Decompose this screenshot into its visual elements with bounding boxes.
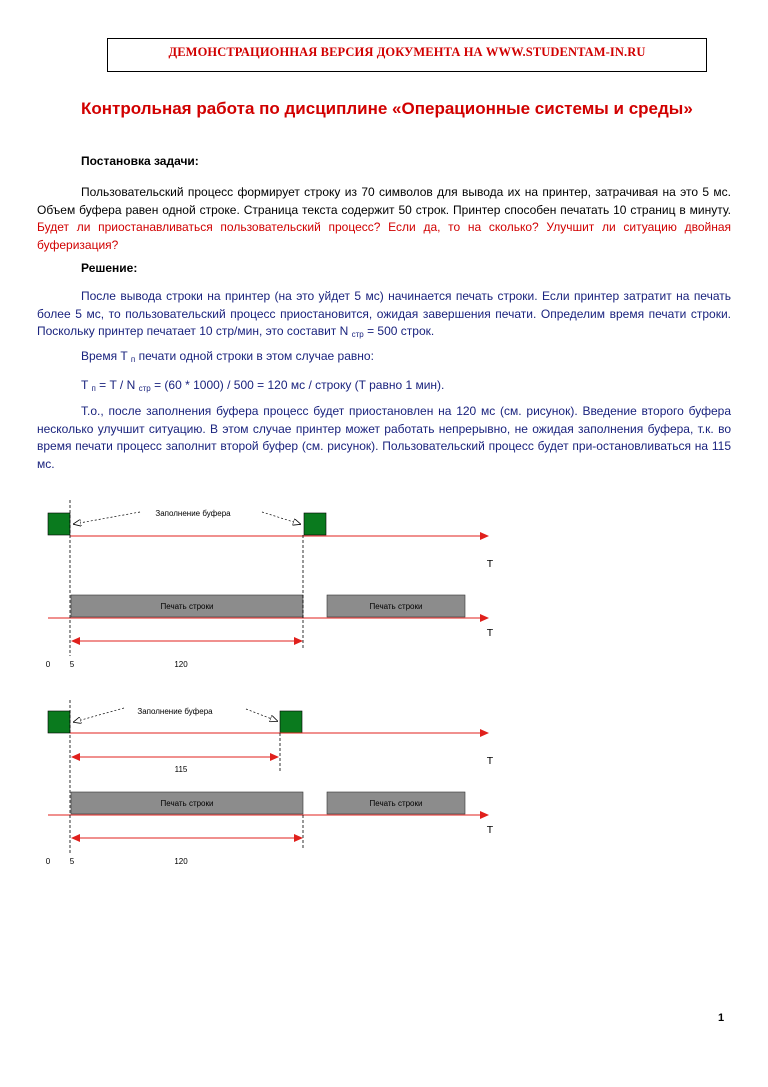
solution-p1-end: = 500 строк.	[363, 324, 435, 338]
buffer-block-1	[48, 513, 70, 535]
solution-paragraph-4: Т.о., после заполнения буфера процесс будет приостановлен на 120 мс (см. рисунок). Введение второго буфера несколько улучшит ситуацию. В этом случае принтер может работать непрерывно, не ожидая заполнения буфера, т.к. во время печати процесс заполнит второй буфер (см. рисунок). Пользовательский процесс будет при-остановливаться на 115 мс.	[37, 404, 731, 471]
double-buffer-diagram	[46, 700, 494, 866]
solution-p2-end: печати одной строки в этом случае равно:	[135, 349, 374, 363]
solution-p2-start: Время T	[81, 349, 128, 363]
demo-banner: ДЕМОНСТРАЦИОННАЯ ВЕРСИЯ ДОКУМЕНТА НА WWW.STUDENTAM-IN.RU	[107, 38, 707, 72]
tick-label-120: 120	[174, 857, 188, 866]
page-title: Контрольная работа по дисциплине «Операционные системы и среды»	[81, 99, 693, 118]
solution-paragraph-1	[37, 288, 731, 341]
task-heading: Постановка задачи:	[81, 154, 199, 168]
fill-label: Заполнение буфера	[155, 509, 231, 518]
solution-paragraph-2	[37, 348, 731, 366]
fill-pointer-right	[246, 709, 277, 721]
solution-p2-sub: п	[130, 355, 136, 364]
task-paragraph	[37, 184, 731, 254]
print-label: Печать строки	[369, 602, 423, 611]
formula-start: T	[81, 378, 89, 392]
solution-p1-sub: стр	[351, 330, 364, 339]
axis-label: T	[486, 627, 494, 639]
page-number: 1	[718, 1012, 725, 1024]
print-label: Печать строки	[160, 602, 214, 611]
tick-label-0: 0	[45, 660, 51, 669]
formula-sub-1: п	[91, 384, 96, 393]
print-label: Печать строки	[369, 799, 423, 808]
task-text: Пользовательский процесс формирует строку из 70 символов для вывода их на принтер, затрачивая на это 5 мс. Объем буфера равен одной строке. Страница текста содержит 50 строк. Принтер способен печатать 10 страниц в минуту.	[37, 185, 731, 217]
tick-label-120: 120	[174, 660, 188, 669]
formula-mid: = T / N	[95, 378, 136, 392]
solution-p1-main: После вывода строки на принтер (на это уйдет 5 мс) начинается печать строки. Если принтер затратит на печать более 5 мс, то пользовательский процесс приостановится, ожидая завершения печати. Определим время печати строки. Поскольку принтер печатает 10 стр/мин, это составит N	[37, 289, 731, 338]
fill-label: Заполнение буфера	[137, 707, 213, 716]
buffer-block-2	[304, 513, 326, 535]
tick-label-5: 5	[69, 857, 75, 866]
buffer-block-2	[280, 711, 302, 733]
print-label: Печать строки	[160, 799, 214, 808]
axis-label: T	[486, 755, 494, 767]
buffer-block-1	[48, 711, 70, 733]
fill-pointer-left	[74, 512, 140, 524]
axis-label: T	[486, 558, 494, 570]
formula-sub-2: стр	[138, 384, 151, 393]
timing-diagram	[0, 490, 768, 890]
fill-pointer-left	[74, 708, 124, 722]
axis-label: T	[486, 824, 494, 836]
single-buffer-diagram	[46, 500, 494, 669]
solution-heading: Решение:	[81, 261, 138, 275]
tick-label-5: 5	[69, 660, 75, 669]
task-question: Будет ли приостанавливаться пользовательский процесс? Если да, то на сколько? Улучшит ли ситуацию двойная буферизация?	[37, 220, 731, 252]
tick-label-115: 115	[174, 765, 188, 774]
formula-end: = (60 * 1000) / 500 = 120 мс / строку (T равно 1 мин).	[150, 378, 445, 392]
fill-pointer-right	[262, 512, 300, 524]
formula	[37, 377, 731, 395]
tick-label-0: 0	[45, 857, 51, 866]
